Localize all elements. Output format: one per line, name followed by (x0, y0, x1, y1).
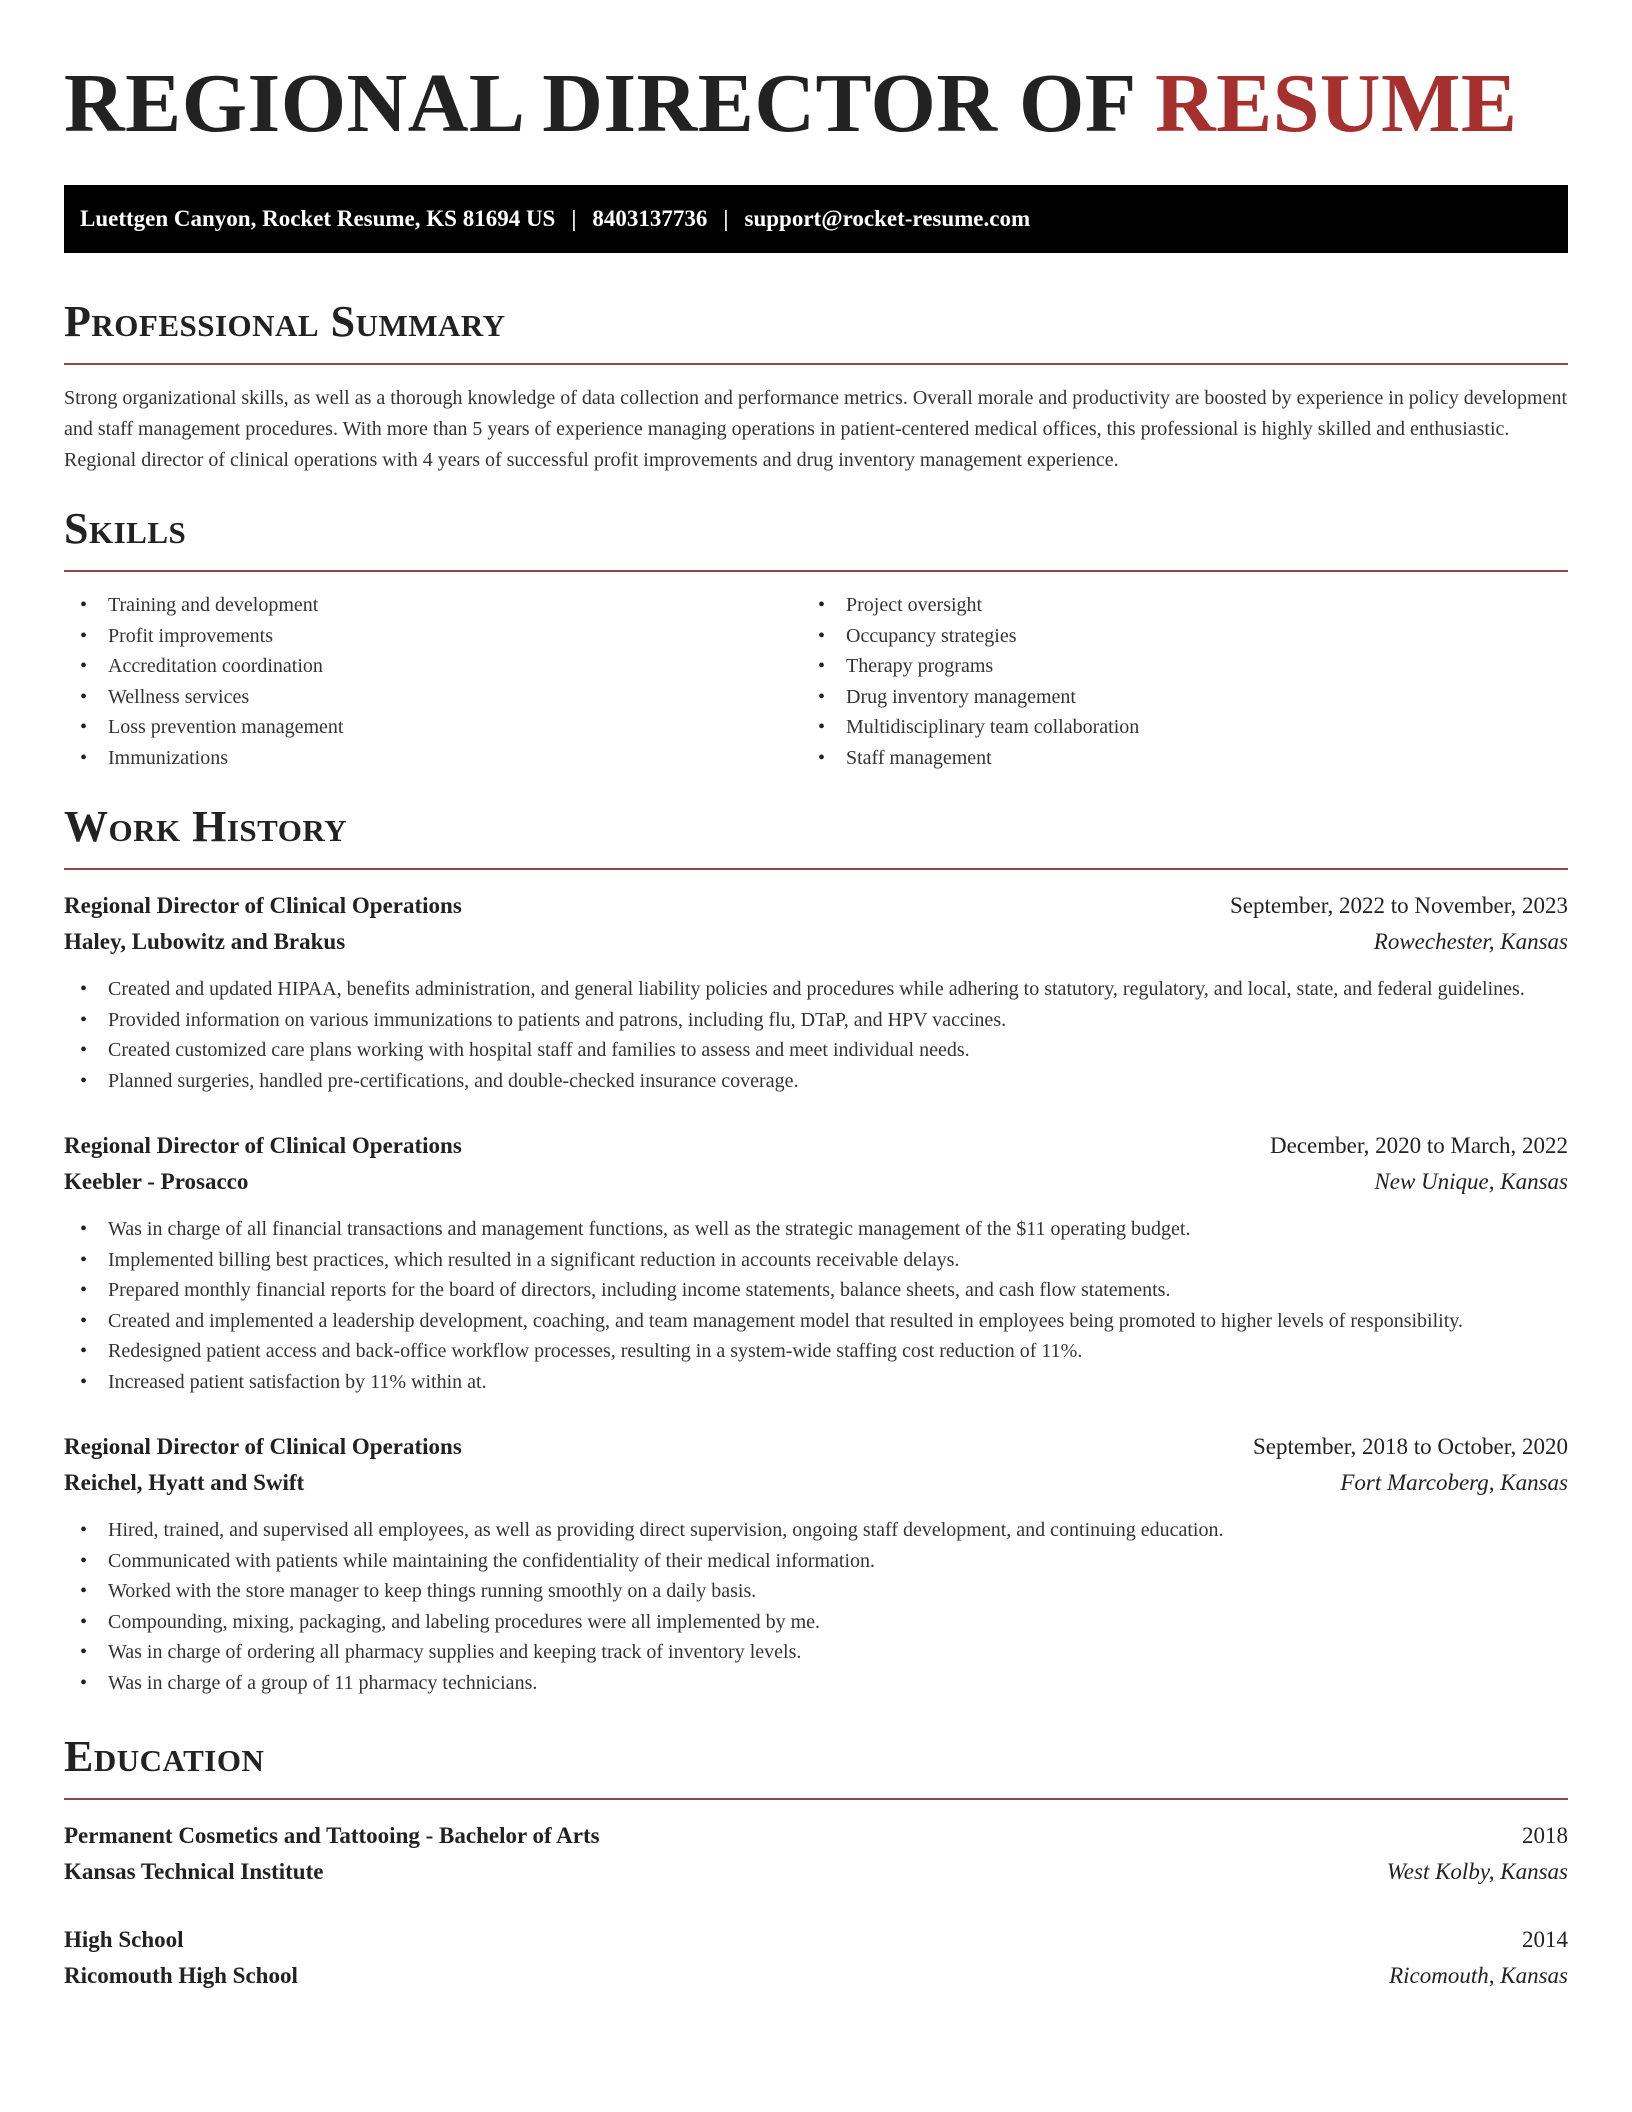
contact-separator: | (723, 206, 729, 231)
job-bullet: • Planned surgeries, handled pre-certifications, and double-checked insurance coverage. (64, 1066, 1568, 1097)
education-location: West Kolby, Kansas (1386, 1859, 1568, 1884)
skill-item: • Project oversight (802, 590, 1568, 621)
job-bullet: • Prepared monthly financial reports for the board of directors, including income statements, balance sheets, and cash flow statements. (64, 1275, 1568, 1306)
job-dates: September, 2018 to October, 2020 (1253, 1434, 1568, 1459)
skill-item: • Therapy programs (802, 651, 1568, 682)
job-company: Keebler - Prosacco (64, 1169, 249, 1194)
job-bullet: • Created and implemented a leadership development, coaching, and team management model that resulted in employees being promoted to higher levels of responsibility. (64, 1306, 1568, 1337)
contact-address: Luettgen Canyon, Rocket Resume, KS 81694 US (80, 206, 556, 231)
skill-item: • Loss prevention management (64, 712, 802, 743)
skills-list-right (802, 590, 1568, 773)
skill-item: • Multidisciplinary team collaboration (802, 712, 1568, 743)
education-school: Ricomouth High School (64, 1963, 298, 1988)
skill-item: • Accreditation coordination (64, 651, 802, 682)
education-degree: Permanent Cosmetics and Tattooing - Bachelor of Arts (64, 1823, 600, 1848)
job-bullets (64, 1515, 1568, 1698)
skill-item: • Immunizations (64, 743, 802, 774)
job-dates: December, 2020 to March, 2022 (1270, 1133, 1568, 1158)
job-bullet: • Compounding, mixing, packaging, and labeling procedures were all implemented by me. (64, 1607, 1568, 1638)
job-company: Reichel, Hyatt and Swift (64, 1470, 305, 1495)
contact-phone: 8403137736 (592, 206, 708, 231)
education-location: Ricomouth, Kansas (1389, 1963, 1568, 1988)
skills-columns (64, 590, 1568, 773)
job-bullet: • Was in charge of a group of 11 pharmacy technicians. (64, 1668, 1568, 1699)
education-year: 2014 (1522, 1927, 1568, 1952)
section-divider (64, 363, 1568, 365)
job-bullet: • Was in charge of ordering all pharmacy supplies and keeping track of inventory levels. (64, 1637, 1568, 1668)
summary-section (64, 297, 1568, 476)
job-title: Regional Director of Clinical Operations (64, 1434, 462, 1459)
job-company: Haley, Lubowitz and Brakus (64, 929, 346, 954)
skills-heading: Skills (64, 504, 187, 553)
summary-text: Strong organizational skills, as well as a thorough knowledge of data collection and performance metrics. Overall morale and productivity are boosted by experience in policy development and staff management procedures. With more than 5 years of experience managing operations in patient-centered medical offices, this professional is highly skilled and enthusiastic. Regional director of clinical operations with 4 years of successful profit improvements and drug inventory management experience. (64, 387, 1568, 471)
job-dates: September, 2022 to November, 2023 (1230, 893, 1568, 918)
title-accent: RESUME (1155, 57, 1518, 150)
section-divider (64, 868, 1568, 870)
education-section (64, 1732, 1568, 1994)
job-entry (64, 888, 1568, 1096)
job-bullets (64, 974, 1568, 1096)
job-bullet: • Worked with the store manager to keep things running smoothly on a daily basis. (64, 1576, 1568, 1607)
job-title: Regional Director of Clinical Operations (64, 893, 462, 918)
work-history-heading: Work History (64, 802, 348, 851)
job-entry (64, 1429, 1568, 1698)
skills-list-left (64, 590, 802, 773)
job-bullet: • Was in charge of all financial transactions and management functions, as well as the strategic management of the $11 operating budget. (64, 1214, 1568, 1245)
job-title: Regional Director of Clinical Operations (64, 1133, 462, 1158)
job-bullet: • Created customized care plans working with hospital staff and families to assess and meet individual needs. (64, 1035, 1568, 1066)
skill-item: • Training and development (64, 590, 802, 621)
contact-separator: | (571, 206, 577, 231)
education-heading: Education (64, 1732, 265, 1781)
job-bullet: • Implemented billing best practices, which resulted in a significant reduction in accounts receivable delays. (64, 1245, 1568, 1276)
job-bullet: • Provided information on various immunizations to patients and patrons, including flu, DTaP, and HPV vaccines. (64, 1005, 1568, 1036)
section-divider (64, 570, 1568, 572)
job-bullets (64, 1214, 1568, 1397)
title-main: REGIONAL DIRECTOR OF (64, 57, 1134, 150)
job-bullet: • Communicated with patients while maintaining the confidentiality of their medical information. (64, 1546, 1568, 1577)
job-bullet: • Created and updated HIPAA, benefits administration, and general liability policies and procedures while adhering to statutory, regulatory, and local, state, and federal guidelines. (64, 974, 1568, 1005)
job-bullet: • Redesigned patient access and back-office workflow processes, resulting in a system-wide staffing cost reduction of 11%. (64, 1336, 1568, 1367)
summary-heading: Professional Summary (64, 297, 506, 346)
job-location: Rowechester, Kansas (1373, 929, 1568, 954)
job-bullet: • Increased patient satisfaction by 11% within at. (64, 1367, 1568, 1398)
skill-item: • Drug inventory management (802, 682, 1568, 713)
skill-item: • Wellness services (64, 682, 802, 713)
contact-bar (64, 185, 1568, 253)
job-location: Fort Marcoberg, Kansas (1340, 1470, 1568, 1495)
education-entry (64, 1922, 1568, 1994)
skill-item: • Occupancy strategies (802, 621, 1568, 652)
contact-email: support@rocket-resume.com (744, 206, 1031, 231)
education-entry (64, 1818, 1568, 1890)
skill-item: • Staff management (802, 743, 1568, 774)
education-year: 2018 (1522, 1823, 1568, 1848)
work-history-section (64, 802, 1568, 1698)
education-degree: High School (64, 1927, 184, 1952)
skills-section (64, 504, 1568, 773)
education-school: Kansas Technical Institute (64, 1859, 324, 1884)
job-bullet: • Hired, trained, and supervised all employees, as well as providing direct supervision, ongoing staff development, and continuing education. (64, 1515, 1568, 1546)
resume-title (64, 58, 1568, 150)
job-location: New Unique, Kansas (1374, 1169, 1568, 1194)
job-entry (64, 1128, 1568, 1397)
skill-item: • Profit improvements (64, 621, 802, 652)
section-divider (64, 1798, 1568, 1800)
